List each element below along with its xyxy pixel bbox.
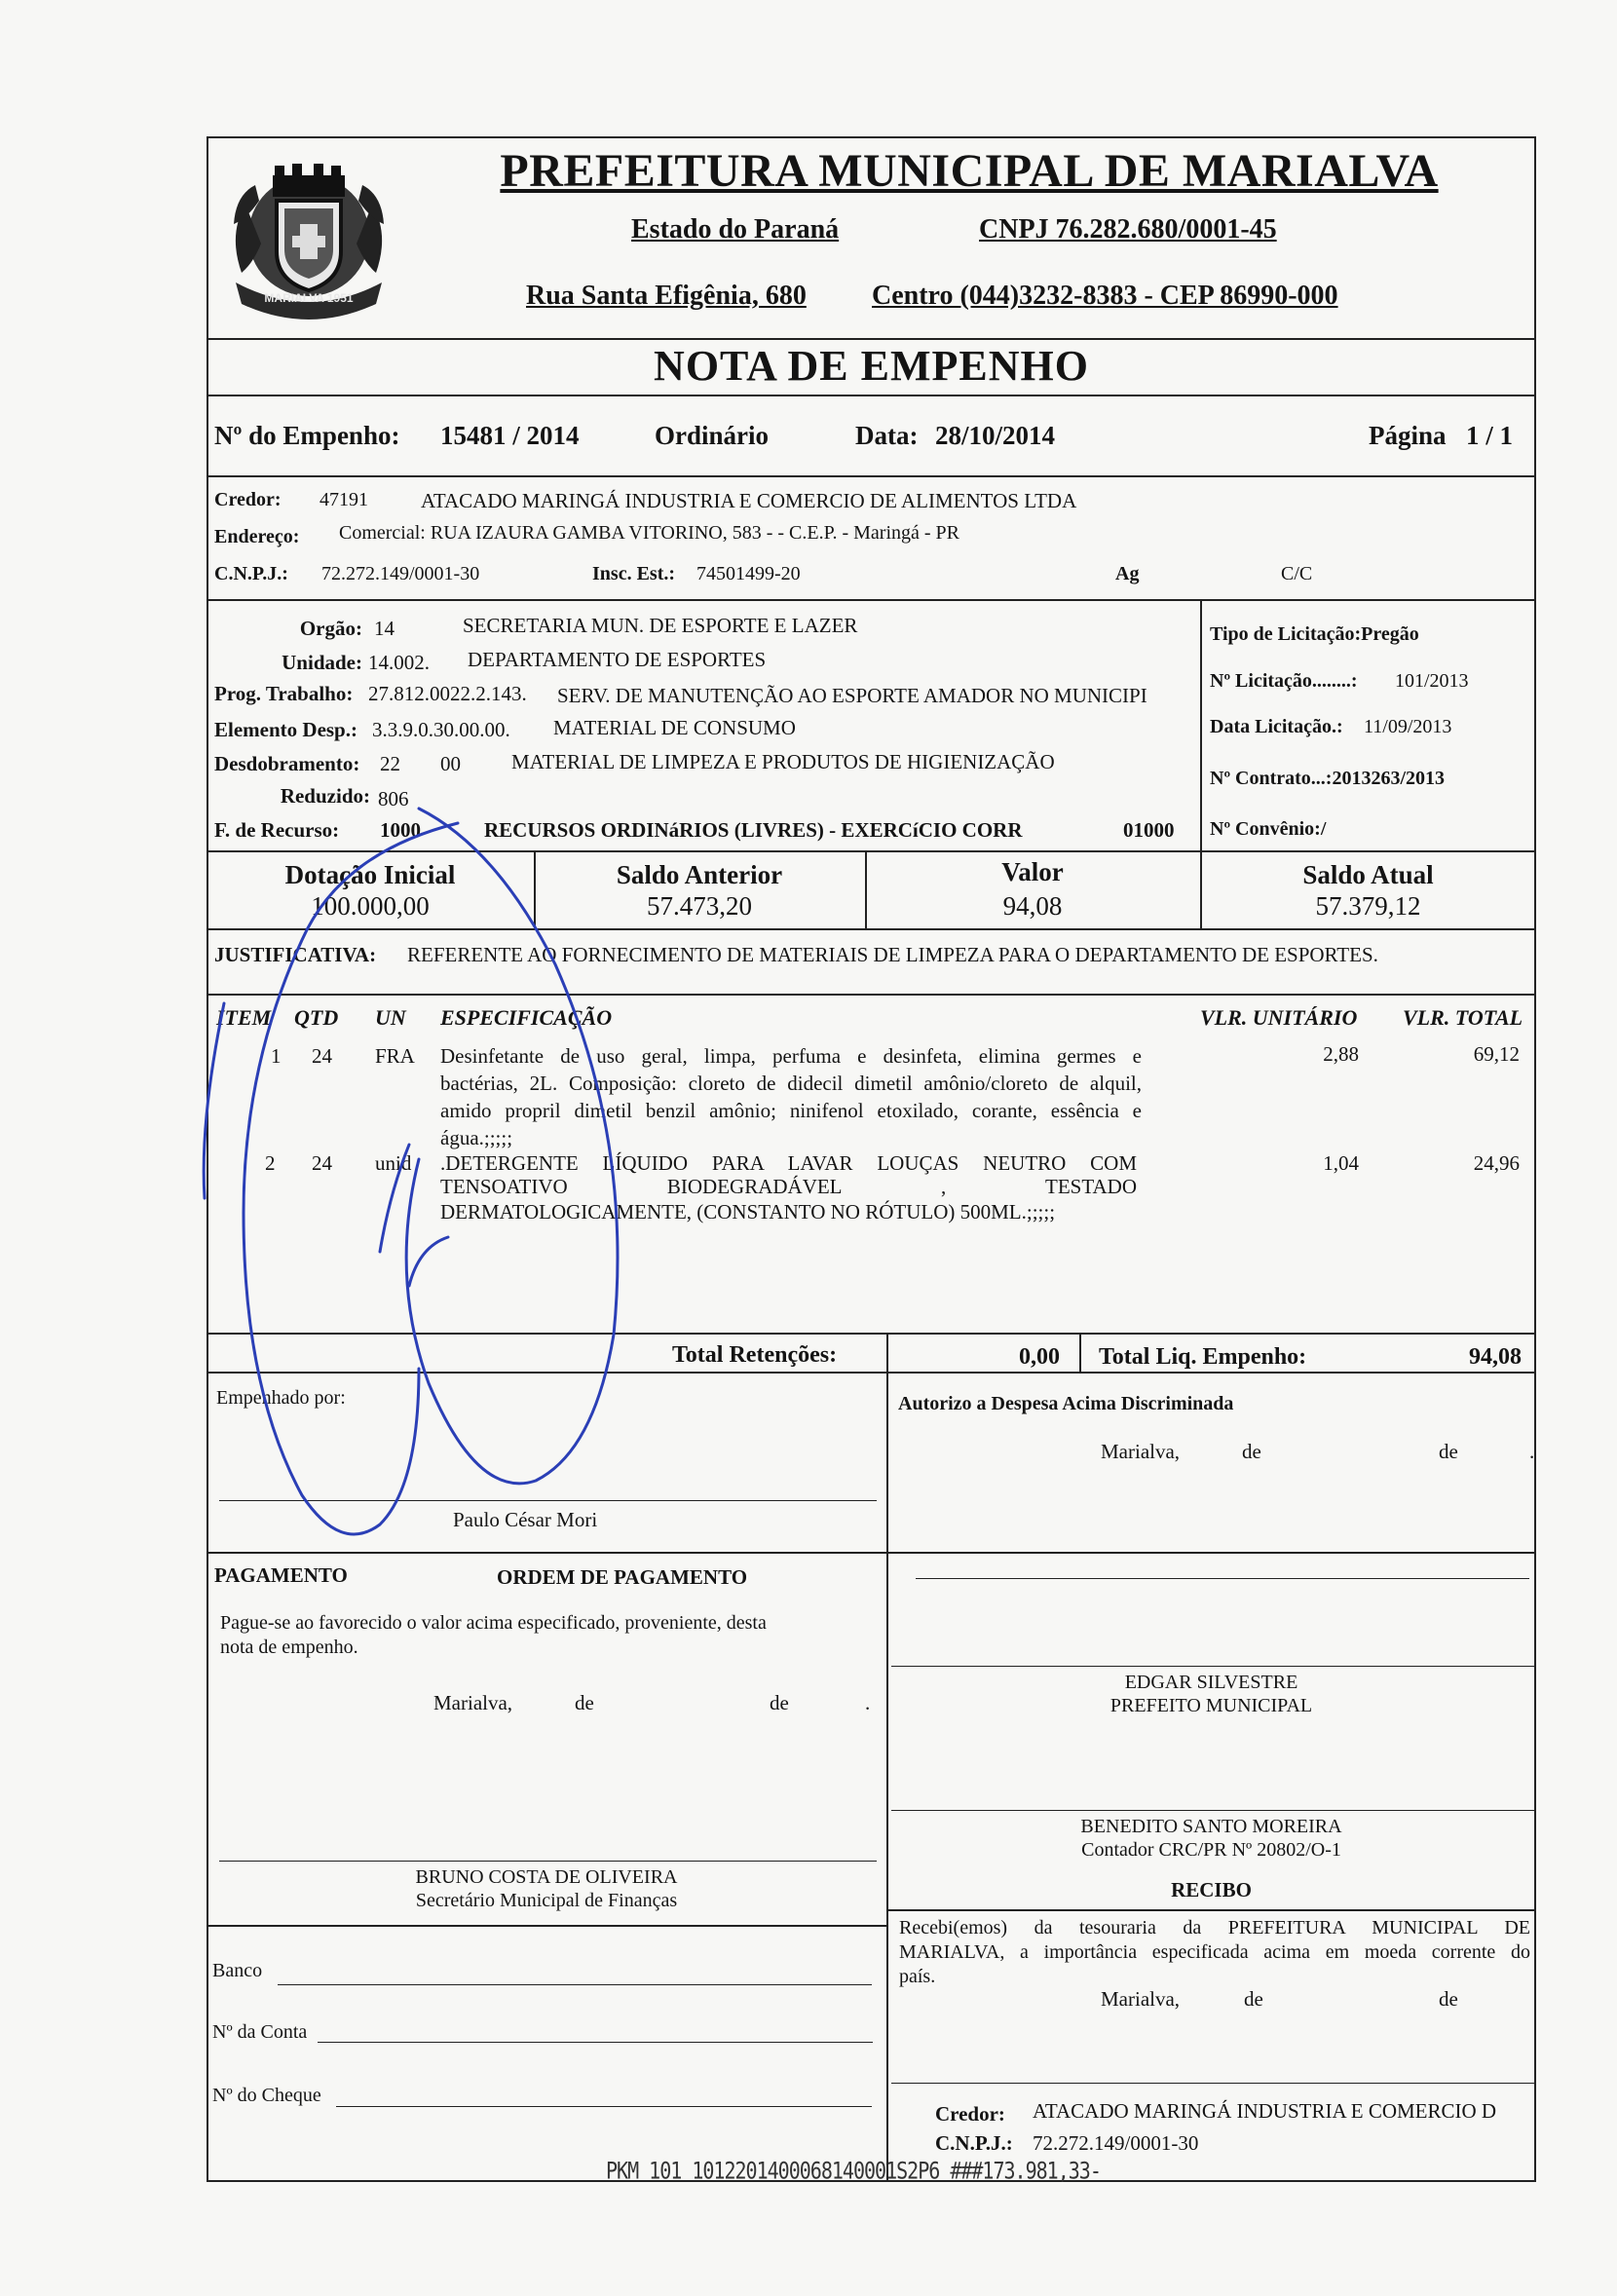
credor-address: Comercial: RUA IZAURA GAMBA VITORINO, 583 - - C.E.P. - Maringá - PR xyxy=(339,522,960,544)
reduzido-code: 806 xyxy=(378,787,409,810)
footer-cnpj-label: C.N.P.J.: xyxy=(935,2131,1013,2155)
pagamento-label: PAGAMENTO xyxy=(214,1563,348,1587)
saldo-anterior-value: 57.473,20 xyxy=(647,891,752,921)
orgao-desc: SECRETARIA MUN. DE ESPORTE E LAZER xyxy=(463,614,858,637)
authentication-stamp: PKM 101 1012201400068140001S2P6 ###173.981,33- xyxy=(606,2156,1101,2185)
conta-label: Nº da Conta xyxy=(212,2021,308,2043)
empenho-date: 28/10/2014 xyxy=(935,421,1056,450)
crest-banner-text: MARIALVA 1951 xyxy=(264,291,354,305)
licitacao-date-label: Data Licitação.: xyxy=(1210,716,1343,737)
footer-cnpj: 72.272.149/0001-30 xyxy=(1033,2131,1199,2155)
saldo-anterior-label: Saldo Anterior xyxy=(616,860,783,889)
dotacao-inicial-value: 100.000,00 xyxy=(311,891,430,921)
item-desc-line: amido propril dimetil benzil amônio; ninifenol etoxilado, corante, essência e xyxy=(440,1099,1142,1122)
credor-label: Credor: xyxy=(214,489,282,510)
credor-code: 47191 xyxy=(320,489,368,510)
licitacao-number-label: Nº Licitação........: xyxy=(1210,670,1358,692)
item-number: 2 xyxy=(265,1151,276,1175)
autorizo-city: Marialva, xyxy=(1101,1440,1181,1463)
autorizo-de-1: de xyxy=(1242,1440,1261,1463)
tipo-licitacao: Tipo de Licitação:Pregão xyxy=(1210,623,1419,645)
empenho-number-label: Nº do Empenho: xyxy=(214,421,400,450)
pagamento-de-1: de xyxy=(575,1691,594,1714)
credor-ie: 74501499-20 xyxy=(696,563,801,584)
valor-label: Valor xyxy=(1001,857,1064,886)
recibo-label: RECIBO xyxy=(1171,1878,1252,1901)
prefeito-name: EDGAR SILVESTRE xyxy=(1124,1672,1298,1693)
recurso-label: F. de Recurso: xyxy=(214,818,340,842)
item-total-value: 24,96 xyxy=(1473,1151,1520,1175)
prog-desc: SERV. DE MANUTENÇÃO AO ESPORTE AMADOR NO MUNICIPI xyxy=(557,684,1147,707)
justificativa-text: REFERENTE AO FORNECIMENTO DE MATERIAIS DE LIMPEZA PARA O DEPARTAMENTO DE ESPORTES. xyxy=(407,943,1378,966)
autorizo-label: Autorizo a Despesa Acima Discriminada xyxy=(898,1393,1234,1414)
col-header-item: ITEM xyxy=(216,1005,272,1030)
pagamento-de-2: de xyxy=(770,1691,789,1714)
elemento-desc: MATERIAL DE CONSUMO xyxy=(553,716,796,739)
col-header-especificacao: ESPECIFICAÇÃO xyxy=(440,1005,613,1030)
recibo-text-3: país. xyxy=(899,1966,936,1987)
unidade-code: 14.002. xyxy=(368,651,430,674)
licitacao-date: 11/09/2013 xyxy=(1364,716,1452,737)
municipal-crest-logo xyxy=(216,146,401,331)
col-header-vlr-unitario: VLR. UNITÁRIO xyxy=(1200,1005,1358,1030)
dotacao-inicial-label: Dotação Inicial xyxy=(284,860,456,889)
contrato-number: Nº Contrato...:2013263/2013 xyxy=(1210,768,1446,789)
contador-role: Contador CRC/PR Nº 20802/O-1 xyxy=(1081,1839,1341,1861)
total-retencoes-value: 0,00 xyxy=(1019,1344,1060,1370)
credor-name: ATACADO MARINGÁ INDUSTRIA E COMERCIO DE ALIMENTOS LTDA xyxy=(421,489,1077,512)
orgao-label: Orgão: xyxy=(299,617,362,640)
elemento-code: 3.3.9.0.30.00.00. xyxy=(372,718,510,741)
valor-value: 94,08 xyxy=(1002,891,1063,921)
item-qtd: 24 xyxy=(312,1044,332,1068)
credor-ie-label: Insc. Est.: xyxy=(592,563,676,584)
credor-address-label: Endereço: xyxy=(214,526,300,547)
empenhado-por-label: Empenhado por: xyxy=(216,1387,346,1409)
item-total-value: 69,12 xyxy=(1473,1042,1520,1066)
autorizo-de-2: de xyxy=(1439,1440,1458,1463)
empenho-number: 15481 / 2014 xyxy=(440,421,580,450)
pagamento-text-1: Pague-se ao favorecido o valor acima especificado, proveniente, desta xyxy=(220,1612,767,1634)
prefeitura-title: PREFEITURA MUNICIPAL DE MARIALVA xyxy=(500,145,1439,197)
contador-name: BENEDITO SANTO MOREIRA xyxy=(1080,1816,1342,1837)
empenho-type: Ordinário xyxy=(655,421,770,450)
item-desc-line: Desinfetante de uso geral, limpa, perfuma e desinfeta, elimina germes e xyxy=(440,1044,1142,1068)
elemento-label: Elemento Desp.: xyxy=(214,718,357,741)
item-unit-value: 2,88 xyxy=(1323,1042,1359,1066)
secretario-role: Secretário Municipal de Finanças xyxy=(415,1890,678,1911)
credor-cnpj: 72.272.149/0001-30 xyxy=(321,563,480,584)
credor-cc-label: C/C xyxy=(1281,563,1313,584)
recurso-desc: RECURSOS ORDINáRIOS (LIVRES) - EXERCíCIO CORR xyxy=(484,818,1023,842)
prefeito-role: PREFEITO MUNICIPAL xyxy=(1109,1695,1313,1716)
header-address: Rua Santa Efigênia, 680 xyxy=(526,281,807,311)
recurso-code2: 01000 xyxy=(1123,818,1175,842)
state-label: Estado do Paraná xyxy=(631,214,840,245)
desdobramento-sub: 00 xyxy=(440,752,461,775)
item-desc-line: bactérias, 2L. Composição: cloreto de didecil dimetil amônio/cloreto de alquil, xyxy=(440,1072,1142,1095)
credor-cnpj-label: C.N.P.J.: xyxy=(214,563,288,584)
item-number: 1 xyxy=(271,1044,282,1068)
reduzido-label: Reduzido: xyxy=(280,784,370,808)
item-qtd: 24 xyxy=(312,1151,332,1175)
unidade-desc: DEPARTAMENTO DE ESPORTES xyxy=(468,648,767,671)
empenhado-por-name: Paulo César Mori xyxy=(453,1508,598,1531)
col-header-un: UN xyxy=(375,1005,406,1030)
header-district-phone-cep: Centro (044)3232-8383 - CEP 86990-000 xyxy=(872,281,1338,311)
secretario-name: BRUNO COSTA DE OLIVEIRA xyxy=(415,1866,678,1888)
footer-credor-label: Credor: xyxy=(935,2102,1005,2126)
autorizo-dot: . xyxy=(1529,1440,1535,1463)
cheque-label: Nº do Cheque xyxy=(212,2085,321,2106)
document-title: NOTA DE EMPENHO xyxy=(654,342,1089,390)
item-desc-line: DERMATOLOGICAMENTE, (CONSTANTO NO RÓTULO) 500ML.;;;;; xyxy=(440,1200,1056,1223)
total-liq-label: Total Liq. Empenho: xyxy=(1099,1344,1307,1370)
banco-label: Banco xyxy=(212,1960,263,1981)
saldo-atual-value: 57.379,12 xyxy=(1315,891,1421,921)
item-unit-value: 1,04 xyxy=(1323,1151,1359,1175)
prog-code: 27.812.0022.2.143. xyxy=(368,682,527,705)
col-header-qtd: QTD xyxy=(294,1005,339,1030)
col-header-vlr-total: VLR. TOTAL xyxy=(1403,1005,1523,1030)
recibo-city: Marialva, xyxy=(1101,1987,1181,2011)
item-desc-line: TENSOATIVO BIODEGRADÁVEL , TESTADO xyxy=(440,1175,1137,1198)
total-retencoes-label: Total Retenções: xyxy=(672,1342,838,1368)
desdobramento-desc: MATERIAL DE LIMPEZA E PRODUTOS DE HIGIENIZAÇÃO xyxy=(511,750,1055,773)
item-desc-line: .DETERGENTE LÍQUIDO PARA LAVAR LOUÇAS NEUTRO COM xyxy=(440,1151,1137,1175)
page-label: Página xyxy=(1369,421,1447,450)
header-cnpj: CNPJ 76.282.680/0001-45 xyxy=(979,214,1277,245)
desdobramento-label: Desdobramento: xyxy=(214,752,360,775)
desdobramento-code: 22 xyxy=(380,752,400,775)
empenho-date-label: Data: xyxy=(855,421,919,450)
item-un: FRA xyxy=(375,1044,415,1068)
page-number: 1 / 1 xyxy=(1466,421,1514,450)
item-desc-line: água.;;;;; xyxy=(440,1126,513,1149)
convenio-number: Nº Convênio:/ xyxy=(1210,818,1327,840)
recibo-text-2: MARIALVA, a importância especificada acima em moeda corrente do xyxy=(899,1941,1530,1963)
recurso-code: 1000 xyxy=(380,818,421,842)
ordem-pagamento-label: ORDEM DE PAGAMENTO xyxy=(497,1565,748,1589)
saldo-atual-label: Saldo Atual xyxy=(1302,860,1434,889)
recibo-de-2: de xyxy=(1439,1987,1458,2011)
pagamento-city: Marialva, xyxy=(433,1691,513,1714)
licitacao-number: 101/2013 xyxy=(1395,670,1469,692)
prog-label: Prog. Trabalho: xyxy=(214,682,354,705)
total-liq-value: 94,08 xyxy=(1469,1344,1522,1370)
pagamento-dot: . xyxy=(865,1691,871,1714)
pagamento-text-2: nota de empenho. xyxy=(220,1637,358,1658)
footer-credor-name: ATACADO MARINGÁ INDUSTRIA E COMERCIO D xyxy=(1033,2099,1497,2123)
credor-ag-label: Ag xyxy=(1115,563,1140,584)
unidade-label: Unidade: xyxy=(282,651,362,674)
recibo-text-1: Recebi(emos) da tesouraria da PREFEITURA MUNICIPAL DE xyxy=(899,1917,1530,1938)
justificativa-label: JUSTIFICATIVA: xyxy=(214,943,377,966)
item-un: unid xyxy=(375,1151,412,1175)
recibo-de-1: de xyxy=(1244,1987,1263,2011)
orgao-code: 14 xyxy=(374,617,395,640)
